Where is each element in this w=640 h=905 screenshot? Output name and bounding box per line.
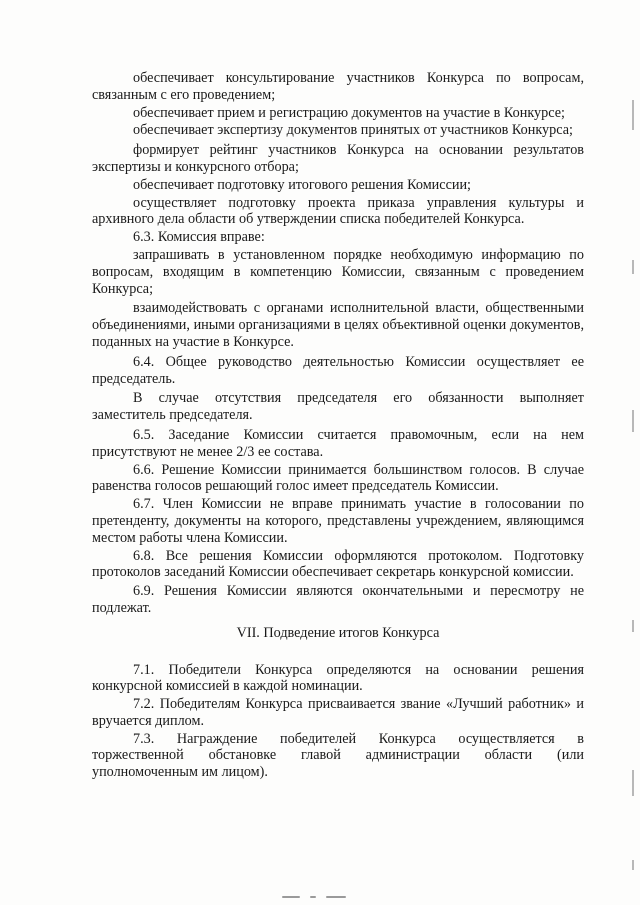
scan-edge-artifacts [632,80,636,900]
paragraph: 6.9. Решения Комиссии являются окончательными и пересмотру не подлежат. [92,583,584,616]
paragraph: формирует рейтинг участников Конкурса на основании результатов экспертизы и конкурсного отбора; [92,142,584,175]
paragraph: обеспечивает подготовку итогового решения Комиссии; [133,176,471,193]
paragraph: В случае отсутствия председателя его обязанности выполняет заместитель председателя. [92,390,584,424]
paragraph: 6.5. Заседание Комиссии считается правомочным, если на нем присутствуют не менее 2/3 ее состава. [92,426,584,460]
paragraph: обеспечивает консультирование участников Конкурса по вопросам, связанным с его проведением; [92,70,584,103]
paragraph: обеспечивает прием и регистрацию документов на участие в Конкурсе; [133,104,565,121]
paragraph: осуществляет подготовку проекта приказа управления культуры и архивного дела области об утверждении списка победителей Конкурса. [92,194,584,228]
paragraph: 6.3. Комиссия вправе: [133,229,265,246]
paragraph: обеспечивает экспертизу документов принятых от участников Конкурса; [133,122,573,139]
paragraph: 6.4. Общее руководство деятельностью Комиссии осуществляет ее председатель. [92,353,584,387]
paragraph: 7.3. Награждение победителей Конкурса осуществляется в торжественной обстановке главой администрации области (или уполномоченным им лицом). [92,730,584,781]
paragraph: 7.2. Победителям Конкурса присваивается звание «Лучший работник» и вручается диплом. [92,696,584,729]
paragraph: 6.6. Решение Комиссии принимается большинством голосов. В случае равенства голосов решающий голос имеет председатель Комиссии. [92,461,584,495]
paragraph: 6.8. Все решения Комиссии оформляются протоколом. Подготовку протоколов заседаний Комиссии обеспечивает секретарь конкурсной комиссии. [92,547,584,581]
section-heading: VII. Подведение итогов Конкурса [236,624,440,641]
paragraph: взаимодействовать с органами исполнительной власти, общественными объединениями, иными организациями в целях объективной оценки документов, поданных на участие в Конкурсе. [92,300,584,350]
paragraph: 7.1. Победители Конкурса определяются на основании решения конкурсной комиссией в каждой номинации. [92,661,584,695]
paragraph: 6.7. Член Комиссии не вправе принимать участие в голосовании по претенденту, документы на которого, представлены учреждением, являющимся местом работы члена Комиссии. [92,496,584,546]
paragraph: запрашивать в установленном порядке необходимую информацию по вопросам, входящим в компетенцию Комиссии, связанным с проведением Конкурса; [92,246,584,297]
document-body [92,70,584,782]
page-number-artifact [272,894,368,900]
